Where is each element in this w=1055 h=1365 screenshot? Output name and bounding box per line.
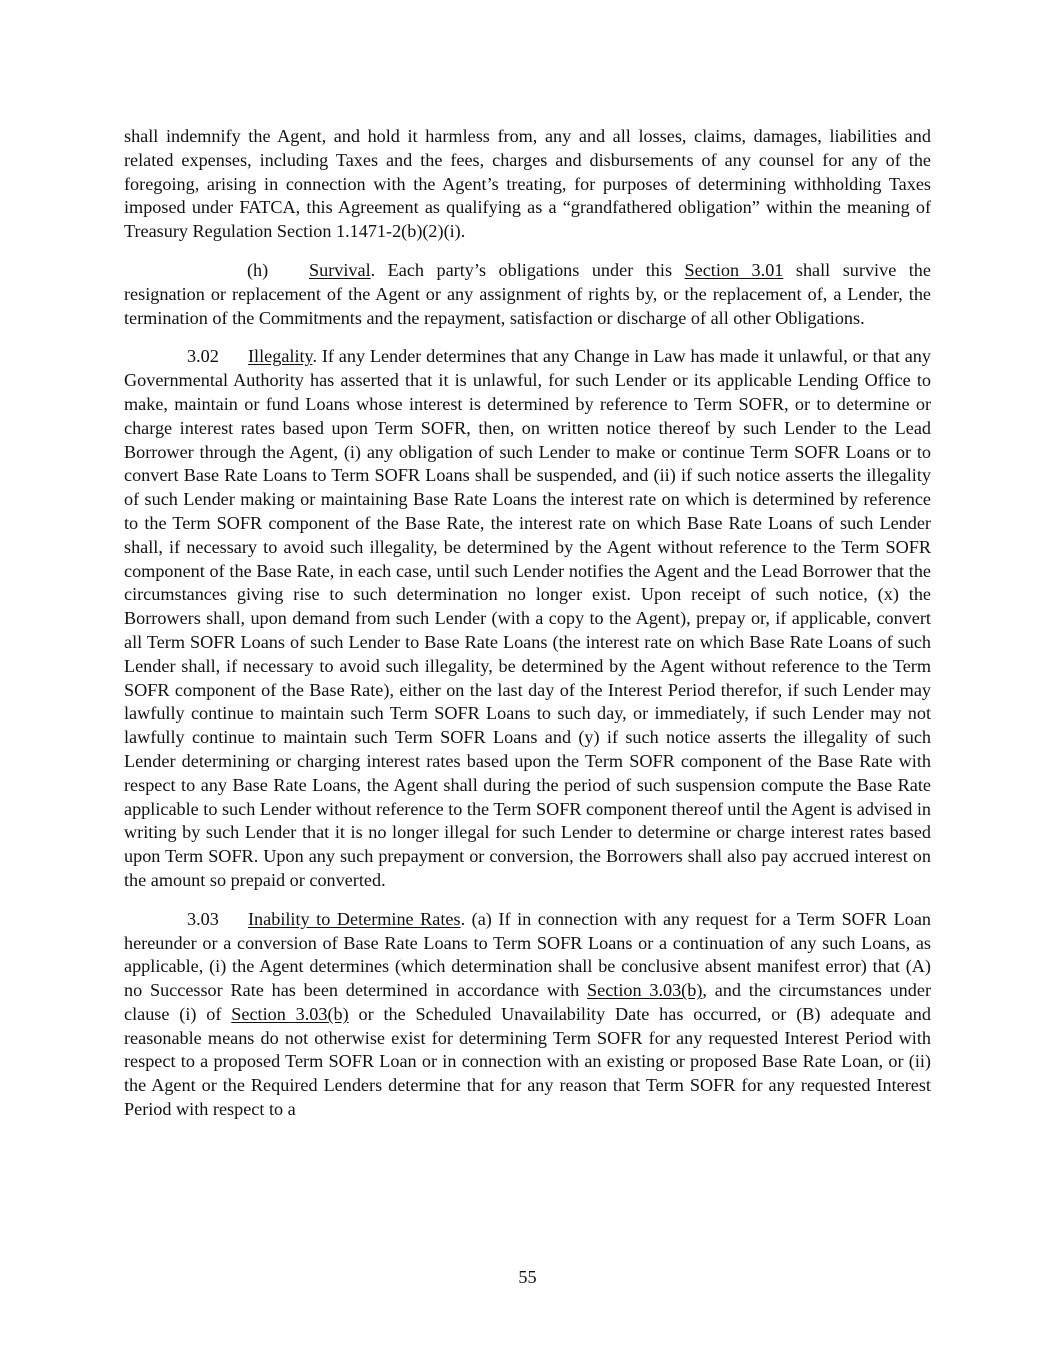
clause-text-1: . Each party’s obligations under this xyxy=(370,259,685,280)
clause-heading: Survival xyxy=(309,259,371,280)
section-number: 3.02 xyxy=(187,346,219,367)
paragraph-survival xyxy=(124,259,931,330)
paragraph-indemnify-continuation xyxy=(124,125,931,244)
section-number: 3.03 xyxy=(187,908,219,929)
section-text-2: , and the circumstances under clause (i) of xyxy=(124,980,932,1024)
paragraph-text: shall indemnify the Agent, and hold it harmless from, any and all losses, claims, damages, liabilities and related expenses, including Taxes and the fees, charges and disbursements of any counsel for any of the foregoing, arising in connection with the Agent’s treating, for purposes of determining withholding Taxes imposed under FATCA, this Agreement as qualifying as a “grandfathered obligation” within the meaning of Treasury Regulation Section 1.1471-2(b)(2)(i). xyxy=(124,126,931,242)
section-heading: Inability to Determine Rates xyxy=(248,908,461,929)
section-reference: Section 3.03(b) xyxy=(587,980,703,1001)
clause-label: (h) xyxy=(247,259,269,280)
section-text-3: or the Scheduled Unavailability Date has occurred, or (B) adequate and reasonable means do not otherwise exist for determining Term SOFR for any requested Interest Period with respect to a proposed Term SOFR Loan or in connection with an existing or proposed Base Rate Loan, or (ii) the Agent or the Required Lenders determine that for any reason that Term SOFR for any requested Interest Period with respect to a xyxy=(124,1003,931,1120)
document-page xyxy=(124,125,931,1137)
section-reference: Section 3.03(b) xyxy=(231,1003,349,1024)
page-number: 55 xyxy=(518,1267,537,1287)
section-heading: Illegality xyxy=(248,346,313,367)
paragraph-inability-to-determine-rates xyxy=(124,908,931,1122)
paragraph-illegality xyxy=(124,345,931,892)
section-text: . If any Lender determines that any Change in Law has made it unlawful, or that any Governmental Authority has asserted that it is unlawful, for such Lender or its applicable Lending Office to make, maintain or fund Loans whose interest is determined by reference to Term SOFR, or to determine or charge interest rates based upon Term SOFR, then, on written notice thereof by such Lender to the Lead Borrower through the Agent, (i) any obligation of such Lender to make or continue Term SOFR Loans or to convert Base Rate Loans to Term SOFR Loans shall be suspended, and (ii) if such notice asserts the illegality of such Lender making or maintaining Base Rate Loans the interest rate on which is determined by reference to the Term SOFR component of the Base Rate, the interest rate on which Base Rate Loans of such Lender shall, if necessary to avoid such illegality, be determined by the Agent without reference to the Term SOFR component of the Base Rate, in each case, until such Lender notifies the Agent and the Lead Borrower that the circumstances giving rise to such determination no longer exist. Upon receipt of such notice, (x) the Borrowers shall, upon demand from such Lender (with a copy to the Agent), prepay or, if applicable, convert all Term SOFR Loans of such Lender to Base Rate Loans (the interest rate on which Base Rate Loans of such Lender shall, if necessary to avoid such illegality, be determined by the Agent without reference to the Term SOFR component of the Base Rate), either on the last day of the Interest Period therefor, if such Lender may lawfully continue to maintain such Term SOFR Loans to such day, or immediately, if such Lender may not lawfully continue to maintain such Term SOFR Loans and (y) if such notice asserts the illegality of such Lender determining or charging interest rates based upon the Term SOFR component of the Base Rate with respect to any Base Rate Loans, the Agent shall during the period of such suspension compute the Base Rate applicable to such Lender without reference to the Term SOFR component thereof until the Agent is advised in writing by such Lender that it is no longer illegal for such Lender to determine or charge interest rates based upon Term SOFR. Upon any such prepayment or conversion, the Borrowers shall also pay accrued interest on the amount so prepaid or converted. xyxy=(124,346,932,890)
clause-text-2: shall survive the resignation or replacement of the Agent or any assignment of rights by, or the replacement of, a Lender, the termination of the Commitments and the repayment, satisfaction or discharge of all other Obligations. xyxy=(124,259,931,328)
section-text-1: . (a) If in connection with any request for a Term SOFR Loan hereunder or a conversion of Base Rate Loans to Term SOFR Loans or a continuation of any such Loans, as applicable, (i) the Agent determines (which determination shall be conclusive absent manifest error) that (A) no Successor Rate has been determined in accordance with xyxy=(124,908,931,1001)
section-reference: Section 3.01 xyxy=(684,259,784,280)
